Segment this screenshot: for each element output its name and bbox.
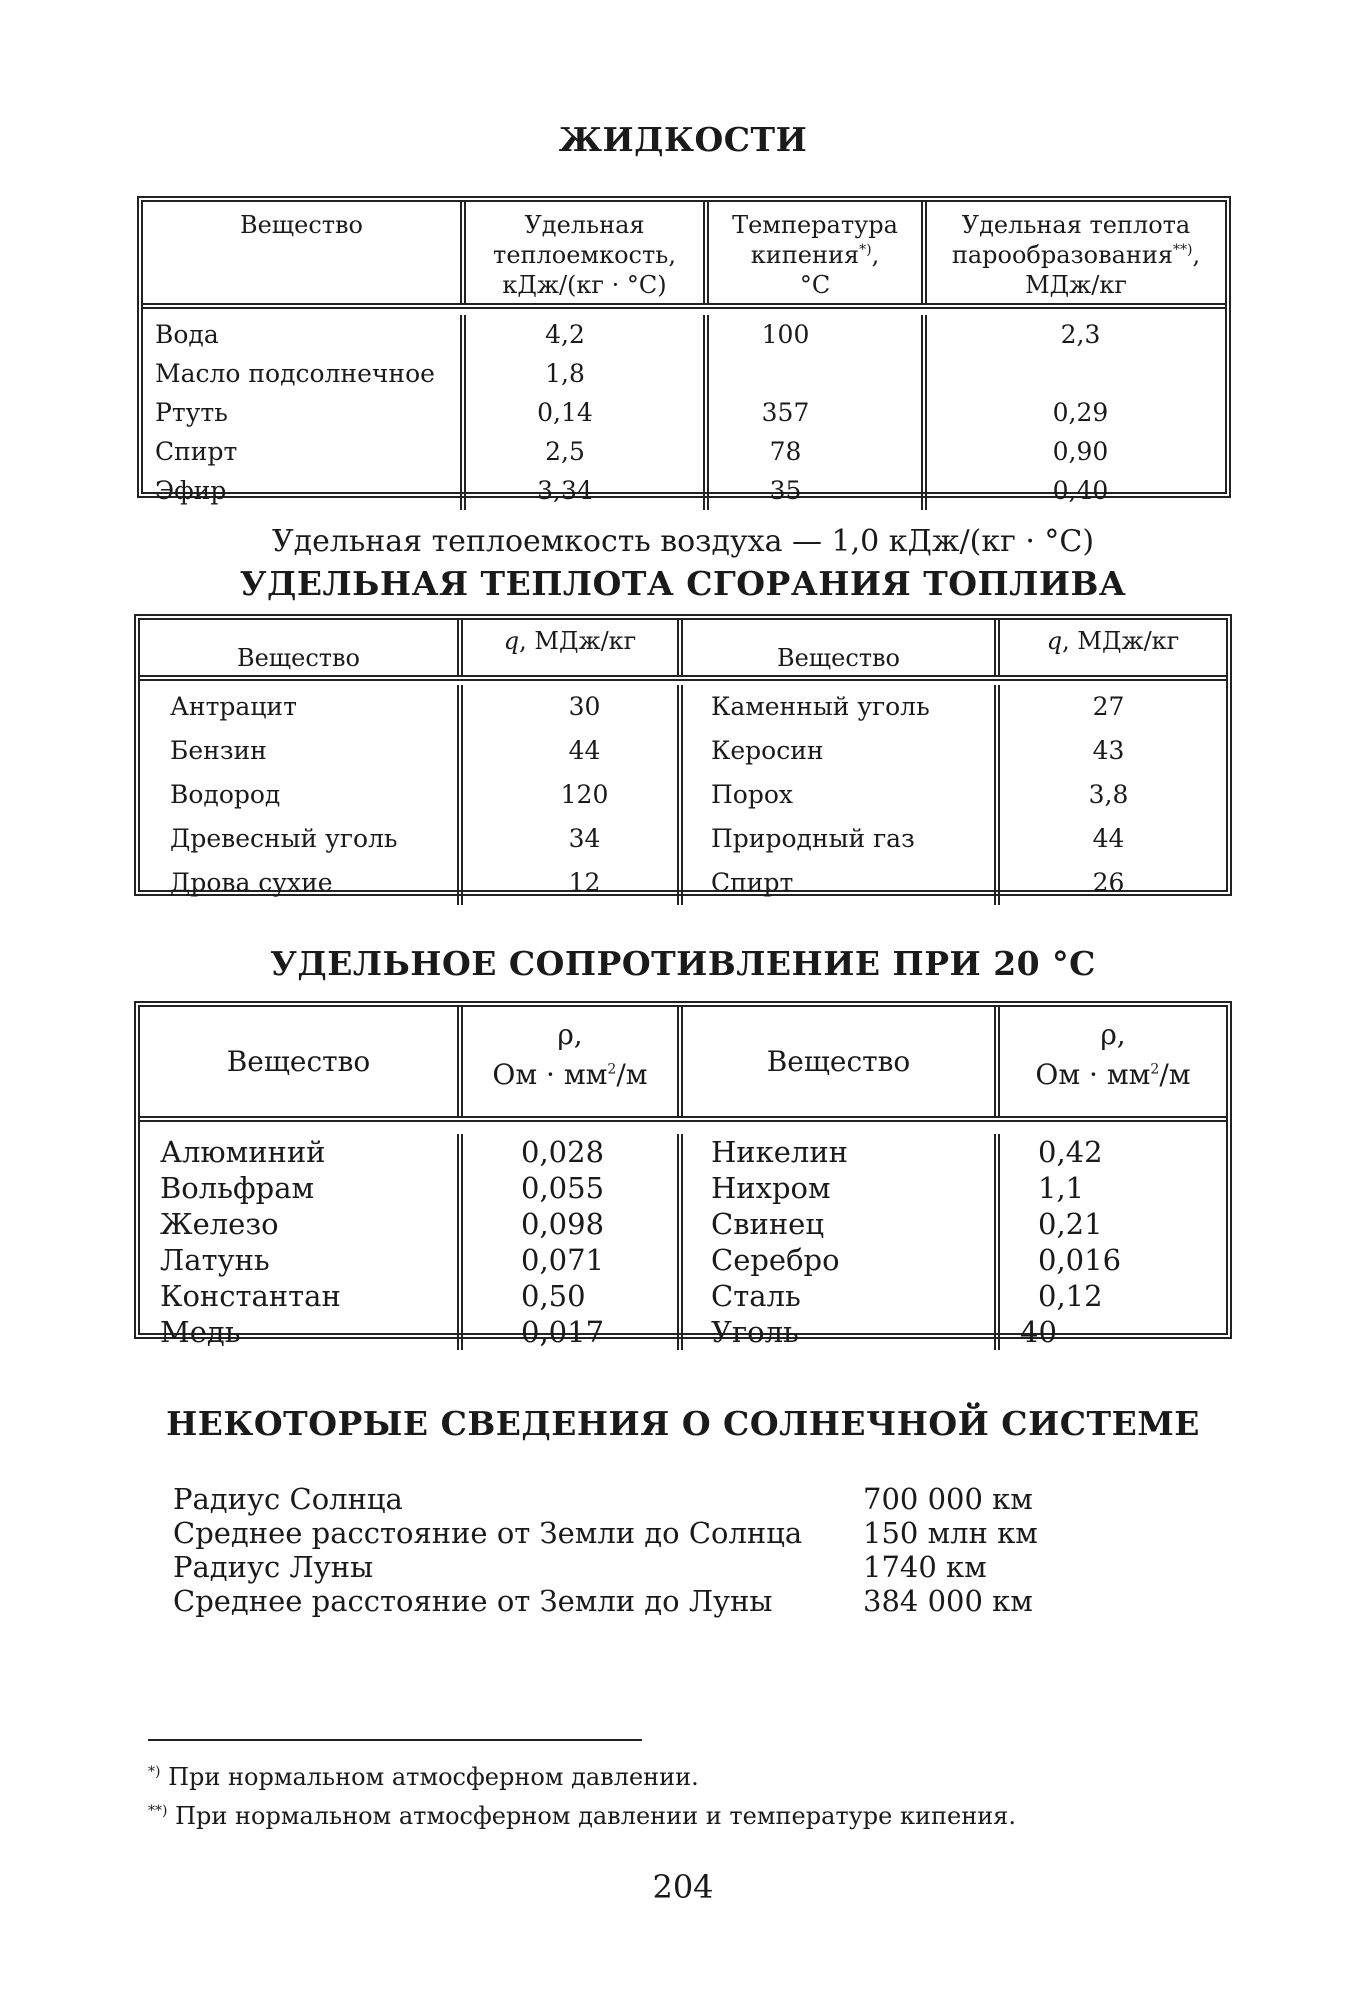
table-row: [143, 471, 1225, 510]
boiling-temp-value: 357: [706, 393, 924, 432]
solar-fact-label: Радиус Луны: [173, 1550, 374, 1584]
table-row: [140, 729, 1226, 773]
table-row: [140, 685, 1226, 729]
material-name: Вольфрам: [160, 1171, 315, 1205]
material-name: Серебро: [680, 1242, 997, 1278]
fuel-q-value: 12: [460, 861, 680, 905]
table-row: [143, 432, 1225, 471]
material-name: Медь: [160, 1315, 241, 1349]
substance-name: Масло подсолнечное: [155, 359, 435, 388]
page-number: 204: [652, 1868, 714, 1906]
solar-fact-row: [173, 1482, 1073, 1516]
table-row: [140, 773, 1226, 817]
resistivity-value: 0,016: [997, 1242, 1226, 1278]
material-name: Латунь: [160, 1243, 270, 1277]
material-name: Железо: [160, 1207, 279, 1241]
resistivity-header-substance-left: Вещество: [140, 1007, 460, 1119]
footnote: [148, 1797, 1248, 1836]
footnotes: [148, 1758, 1248, 1836]
material-name: Уголь: [680, 1314, 997, 1350]
heat-capacity-value: 0,14: [463, 393, 706, 432]
resistivity-value: 0,50: [460, 1278, 680, 1314]
solar-fact-label: Среднее расстояние от Земли до Луны: [173, 1584, 773, 1618]
footnote-mark: **): [148, 1803, 168, 1819]
resistivity-value: 0,071: [460, 1242, 680, 1278]
table-row: [143, 354, 1225, 393]
resistivity-value: 0,028: [460, 1134, 680, 1170]
heat-capacity-value: 2,5: [463, 432, 706, 471]
table-row: [140, 1242, 1226, 1278]
material-name: Константан: [160, 1279, 341, 1313]
fuel-header-q-left: q, МДж/кг: [460, 620, 680, 678]
table-row: [140, 1314, 1226, 1350]
material-name: Никелин: [680, 1134, 997, 1170]
footnote-mark: *): [148, 1764, 161, 1780]
liquids-header-heat-capacity: Удельная теплоемкость, кДж/(кг · °С): [463, 202, 706, 306]
boiling-temp-value: 35: [706, 471, 924, 510]
solar-fact-value: 1740 км: [863, 1550, 987, 1584]
fuel-header-substance-right: Вещество: [680, 620, 997, 678]
fuel-name: Природный газ: [680, 817, 997, 861]
fuel-name: Спирт: [680, 861, 997, 905]
table-row: [140, 1170, 1226, 1206]
fuel-name: Водород: [170, 780, 281, 809]
solar-fact-row: [173, 1516, 1073, 1550]
liquids-header-substance: Вещество: [143, 202, 463, 306]
substance-name: Эфир: [155, 476, 227, 505]
vaporization-value: [924, 354, 1225, 393]
fuel-name: Порох: [680, 773, 997, 817]
fuel-q-value: 27: [997, 685, 1226, 729]
table-row: [140, 817, 1226, 861]
footnote-text: При нормальном атмосферном давлении.: [160, 1763, 699, 1791]
material-name: Сталь: [680, 1278, 997, 1314]
resistivity-value: 1,1: [997, 1170, 1226, 1206]
resistivity-value: 0,21: [997, 1206, 1226, 1242]
fuel-name: Бензин: [170, 736, 267, 765]
fuel-q-value: 26: [997, 861, 1226, 905]
heat-capacity-value: 1,8: [463, 354, 706, 393]
table-row: [140, 861, 1226, 905]
solar-fact-row: [173, 1584, 1073, 1618]
solar-fact-row: [173, 1550, 1073, 1584]
fuel-table: [134, 614, 1232, 896]
substance-name: Ртуть: [155, 398, 228, 427]
vaporization-value: 2,3: [924, 315, 1225, 354]
fuel-q-value: 34: [460, 817, 680, 861]
footnote-rule: [148, 1739, 642, 1741]
resistivity-value: 0,12: [997, 1278, 1226, 1314]
resistivity-title: УДЕЛЬНОЕ СОПРОТИВЛЕНИЕ ПРИ 20 °С: [270, 944, 1096, 983]
fuel-name: Дрова сухие: [170, 868, 333, 897]
table-row: [140, 1206, 1226, 1242]
fuel-header-substance-left: Вещество: [140, 620, 460, 678]
resistivity-value: 0,055: [460, 1170, 680, 1206]
solar-fact-value: 384 000 км: [863, 1584, 1033, 1618]
table-row: [140, 1134, 1226, 1170]
fuel-name: Каменный уголь: [680, 685, 997, 729]
fuel-q-value: 44: [997, 817, 1226, 861]
resistivity-header-rho-left: ρ, Ом · $мм^2/м$: [460, 1007, 680, 1119]
air-heat-capacity-note: Удельная теплоемкость воздуха — 1,0 кДж/(кг · °С): [271, 524, 1095, 559]
footnote: [148, 1758, 1248, 1797]
table-row: [140, 1278, 1226, 1314]
liquids-header-boiling: Температура кипения*), °С: [706, 202, 924, 306]
resistivity-header-rho-right: ρ, Ом · $мм^2/м$: [997, 1007, 1226, 1119]
heat-capacity-value: 4,2: [463, 315, 706, 354]
fuel-name: Древесный уголь: [170, 824, 398, 853]
solar-fact-label: Радиус Солнца: [173, 1482, 403, 1516]
liquids-header-vaporization: Удельная теплота парообразования**), МДж/кг: [924, 202, 1225, 306]
boiling-temp-value: 100: [706, 315, 924, 354]
heat-capacity-value: 3,34: [463, 471, 706, 510]
fuel-title: УДЕЛЬНАЯ ТЕПЛОТА СГОРАНИЯ ТОПЛИВА: [239, 564, 1127, 603]
fuel-q-value: 120: [460, 773, 680, 817]
resistivity-value: 40: [997, 1314, 1226, 1350]
solar-fact-value: 700 000 км: [863, 1482, 1033, 1516]
vaporization-value: 0,40: [924, 471, 1225, 510]
boiling-temp-value: [706, 354, 924, 393]
solar-fact-value: 150 млн км: [863, 1516, 1038, 1550]
resistivity-value: 0,42: [997, 1134, 1226, 1170]
material-name: Алюминий: [160, 1135, 326, 1169]
solar-title: НЕКОТОРЫЕ СВЕДЕНИЯ О СОЛНЕЧНОЙ СИСТЕМЕ: [166, 1404, 1200, 1443]
resistivity-value: 0,017: [460, 1314, 680, 1350]
solar-fact-label: Среднее расстояние от Земли до Солнца: [173, 1516, 803, 1550]
resistivity-header-substance-right: Вещество: [680, 1007, 997, 1119]
footnote-text: При нормальном атмосферном давлении и температуре кипения.: [167, 1802, 1016, 1830]
liquids-title: ЖИДКОСТИ: [558, 120, 808, 159]
substance-name: Спирт: [155, 437, 238, 466]
substance-name: Вода: [155, 320, 219, 349]
vaporization-value: 0,29: [924, 393, 1225, 432]
material-name: Свинец: [680, 1206, 997, 1242]
boiling-temp-value: 78: [706, 432, 924, 471]
table-row: [143, 393, 1225, 432]
fuel-q-value: 43: [997, 729, 1226, 773]
vaporization-value: 0,90: [924, 432, 1225, 471]
resistivity-table: [134, 1001, 1232, 1349]
fuel-name: Керосин: [680, 729, 997, 773]
fuel-q-value: 30: [460, 685, 680, 729]
resistivity-value: 0,098: [460, 1206, 680, 1242]
liquids-table: [137, 196, 1231, 505]
fuel-q-value: 3,8: [997, 773, 1226, 817]
fuel-q-value: 44: [460, 729, 680, 773]
material-name: Нихром: [680, 1170, 997, 1206]
fuel-name: Антрацит: [170, 692, 297, 721]
table-row: [143, 315, 1225, 354]
fuel-header-q-right: q, МДж/кг: [997, 620, 1226, 678]
solar-facts: [173, 1482, 1073, 1618]
